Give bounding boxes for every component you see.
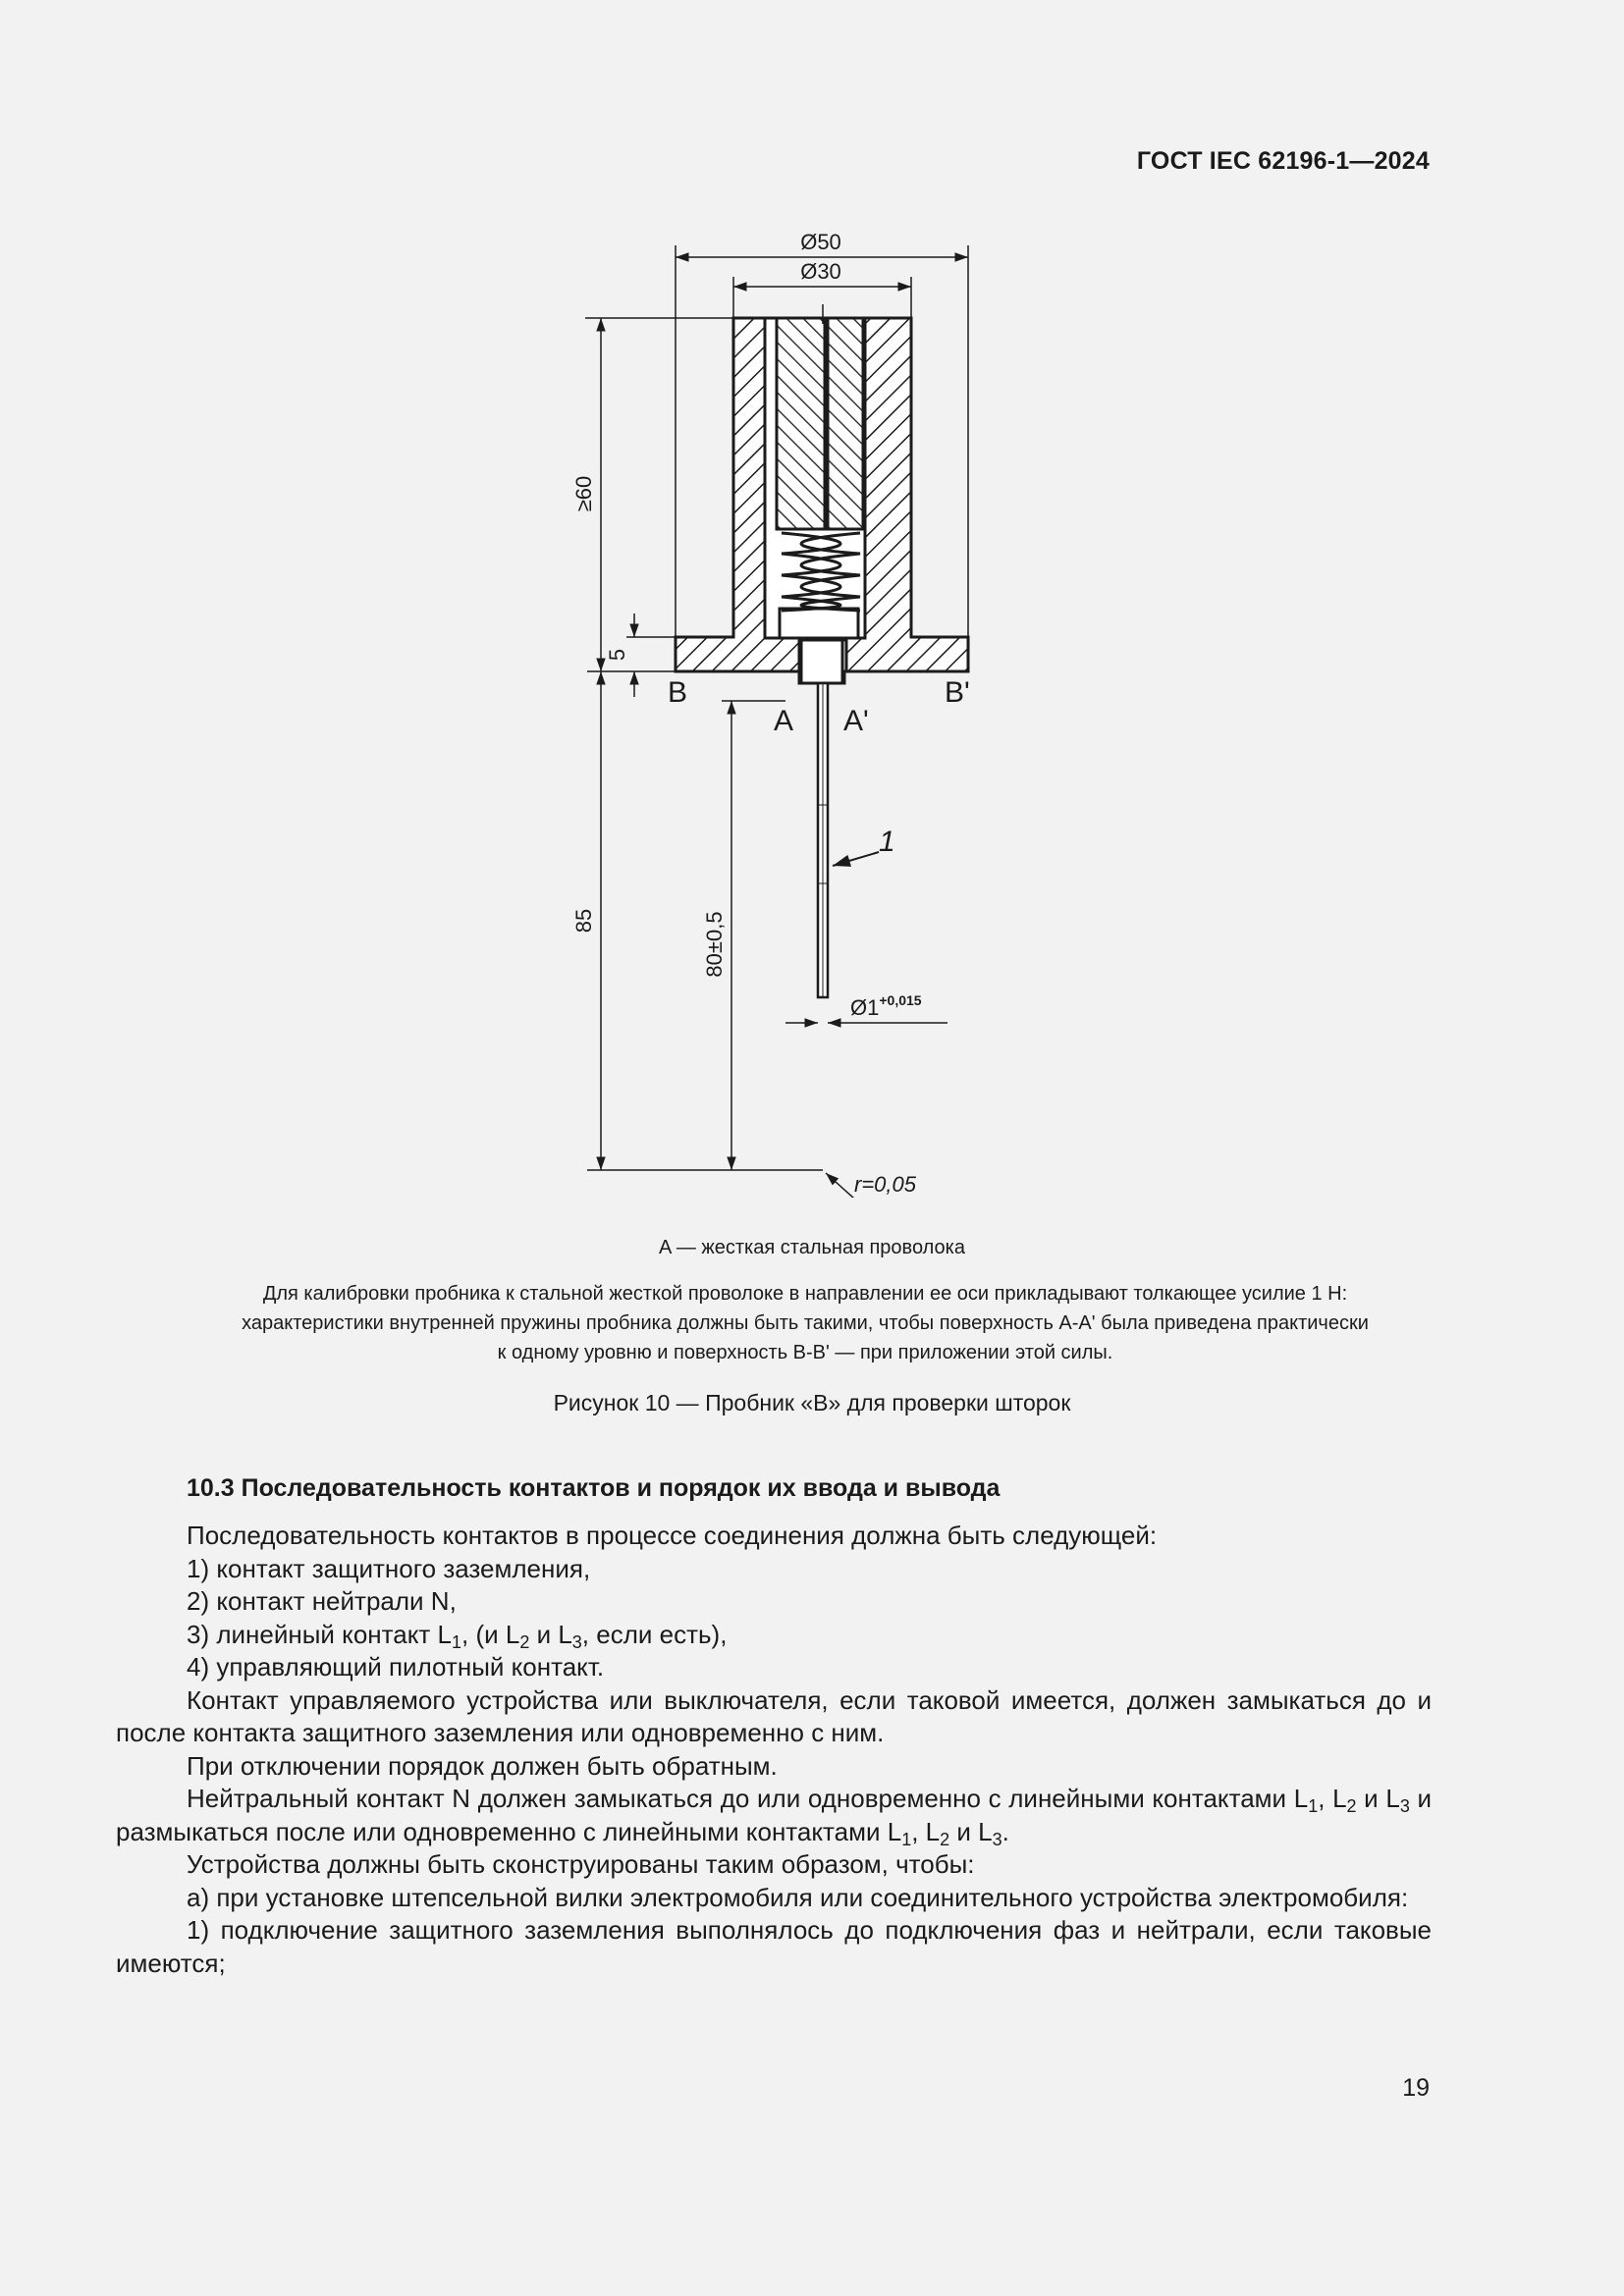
intro-paragraph: Последовательность контактов в процессе соединения должна быть следующей: bbox=[187, 1521, 1158, 1550]
label-a-prime: A' bbox=[843, 705, 869, 737]
list-item: 4) управляющий пилотный контакт. bbox=[187, 1652, 605, 1682]
dim-flange-thickness: 5 bbox=[605, 648, 629, 662]
figure-note bbox=[147, 1279, 1463, 1367]
paragraph-reverse: При отключении порядок должен быть обратным. bbox=[187, 1750, 778, 1781]
dim-total-length: 85 bbox=[571, 908, 596, 934]
standard-code: ГОСТ IEC 62196-1—2024 bbox=[1136, 147, 1430, 175]
section-heading: 10.3 Последовательность контактов и порядок их ввода и вывода bbox=[187, 1474, 1001, 1502]
figure-title: Рисунок 10 — Пробник «B» для проверки шторок bbox=[553, 1390, 1071, 1415]
dim-height-min: ≥60 bbox=[571, 475, 596, 512]
dim-tip-radius: r=0,05 bbox=[854, 1172, 916, 1197]
label-b: B bbox=[668, 676, 688, 709]
page-number: 19 bbox=[1402, 2074, 1430, 2102]
dim-outer-diameter: Ø50 bbox=[800, 230, 841, 254]
paragraph-1: 1) подключение защитного заземления выполнялось до подключения фаз и нейтрали, если таковые имеются; bbox=[116, 1915, 1432, 1978]
probe-body bbox=[676, 304, 968, 683]
list-item: 1) контакт защитного заземления, bbox=[187, 1553, 591, 1583]
label-a: A bbox=[774, 705, 794, 737]
label-b-prime: B' bbox=[945, 676, 970, 709]
paragraph-neutral: Нейтральный контакт N должен замыкаться до или одновременно с линейными контактами $L_1$, $L_2$ и $L_3$ и размыкаться после или одновременно с линейными контактами $L_1$, $L_2$ и $L_3$. bbox=[116, 1784, 1432, 1849]
note-line: характеристики внутренней пружины пробника должны быть такими, чтобы поверхность A-A' была приведена практически bbox=[242, 1312, 1369, 1334]
paragraph-design: Устройства должны быть сконструированы таким образом, чтобы: bbox=[187, 1849, 975, 1879]
list-item: 3) линейный контакт $L_1$, (и $L_2$ и $L_3$, если есть), bbox=[187, 1619, 728, 1652]
list-item: 2) контакт нейтрали N, bbox=[187, 1586, 457, 1616]
steel-wire bbox=[818, 683, 828, 997]
note-line: Для калибровки пробника к стальной жесткой проволоке в направлении ее оси прикладывают толкающее усилие 1 Н: bbox=[262, 1283, 1348, 1305]
dim-wire-length: 80±0,5 bbox=[702, 911, 727, 978]
probe-b-drawing bbox=[0, 216, 1624, 1198]
paragraph-a: a) при установке штепсельной вилки электромобиля или соединительного устройства электромобиля: bbox=[187, 1882, 1409, 1912]
dim-wire-diameter: $Ø1^{+0,015}$ bbox=[850, 992, 922, 1020]
figure-legend: A — жесткая стальная проволока bbox=[659, 1237, 965, 1258]
paragraph-switch: Контакт управляемого устройства или выключателя, если таковой имеется, должен замыкаться до и после контакта защитного заземления или одновременно с ним. bbox=[116, 1684, 1432, 1747]
section-body bbox=[116, 1520, 1432, 1980]
callout-1: 1 bbox=[879, 826, 895, 858]
dim-wire-tolerance: +0,015 bbox=[879, 992, 922, 1008]
note-line: к одному уровню и поверхность B-B' — при приложении этой силы. bbox=[497, 1342, 1113, 1363]
dim-inner-diameter: Ø30 bbox=[800, 259, 841, 284]
